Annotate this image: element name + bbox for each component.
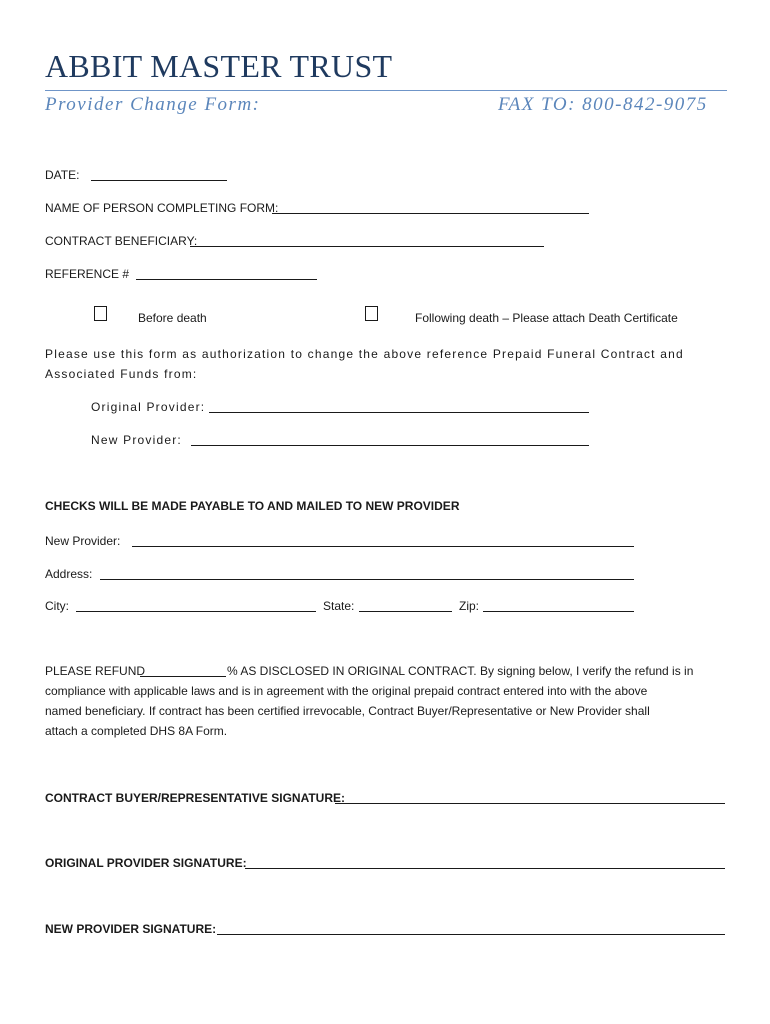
before-death-checkbox[interactable] (94, 306, 107, 321)
original-provider-signature-field[interactable] (245, 868, 725, 869)
person-completing-label: NAME OF PERSON COMPLETING FORM: (45, 201, 279, 215)
form-name: Provider Change Form: (45, 94, 261, 115)
person-completing-field[interactable] (272, 213, 589, 214)
beneficiary-field[interactable] (190, 246, 544, 247)
state-label: State: (323, 599, 355, 613)
date-label: DATE: (45, 168, 80, 182)
original-provider-label: Original Provider: (91, 400, 206, 414)
refund-label: PLEASE REFUND (45, 664, 146, 678)
refund-text-line2: compliance with applicable laws and is in agreement with the original prepaid contract entered into with the above (45, 684, 648, 698)
zip-label: Zip: (459, 599, 480, 613)
checks-new-provider-field[interactable] (132, 546, 634, 547)
authorization-text-line1: Please use this form as authorization to change the above reference Prepaid Funeral Contract and (45, 347, 684, 361)
buyer-signature-field[interactable] (335, 803, 725, 804)
original-provider-field[interactable] (209, 412, 589, 413)
checks-new-provider-label: New Provider: (45, 534, 121, 548)
new-provider-field[interactable] (191, 445, 589, 446)
beneficiary-label: CONTRACT BENEFICIARY: (45, 234, 198, 248)
reference-label: REFERENCE # (45, 267, 130, 281)
fax-number: FAX TO: 800-842-9075 (498, 94, 708, 115)
refund-percent-field[interactable] (140, 676, 226, 677)
city-field[interactable] (76, 611, 316, 612)
following-death-checkbox[interactable] (365, 306, 378, 321)
address-label: Address: (45, 567, 93, 581)
refund-text-line4: attach a completed DHS 8A Form. (45, 724, 228, 738)
state-field[interactable] (359, 611, 452, 612)
city-label: City: (45, 599, 69, 613)
authorization-text-line2: Associated Funds from: (45, 367, 198, 381)
reference-field[interactable] (136, 279, 317, 280)
buyer-signature-label: CONTRACT BUYER/REPRESENTATIVE SIGNATURE: (45, 791, 346, 805)
zip-field[interactable] (483, 611, 634, 612)
new-provider-signature-label: NEW PROVIDER SIGNATURE: (45, 922, 217, 936)
checks-heading: CHECKS WILL BE MADE PAYABLE TO AND MAILED TO NEW PROVIDER (45, 499, 460, 513)
following-death-label: Following death – Please attach Death Certificate (415, 311, 678, 325)
address-field[interactable] (100, 579, 634, 580)
refund-text-line1: % AS DISCLOSED IN ORIGINAL CONTRACT. By signing below, I verify the refund is in (227, 664, 694, 678)
new-provider-label: New Provider: (91, 433, 182, 447)
date-field[interactable] (91, 180, 227, 181)
before-death-label: Before death (138, 311, 207, 325)
refund-text-line3: named beneficiary. If contract has been certified irrevocable, Contract Buyer/Representative or New Provider shall (45, 704, 650, 718)
page-title: ABBIT MASTER TRUST (45, 48, 393, 84)
original-provider-signature-label: ORIGINAL PROVIDER SIGNATURE: (45, 856, 247, 870)
new-provider-signature-field[interactable] (217, 934, 725, 935)
header-divider (45, 90, 727, 91)
